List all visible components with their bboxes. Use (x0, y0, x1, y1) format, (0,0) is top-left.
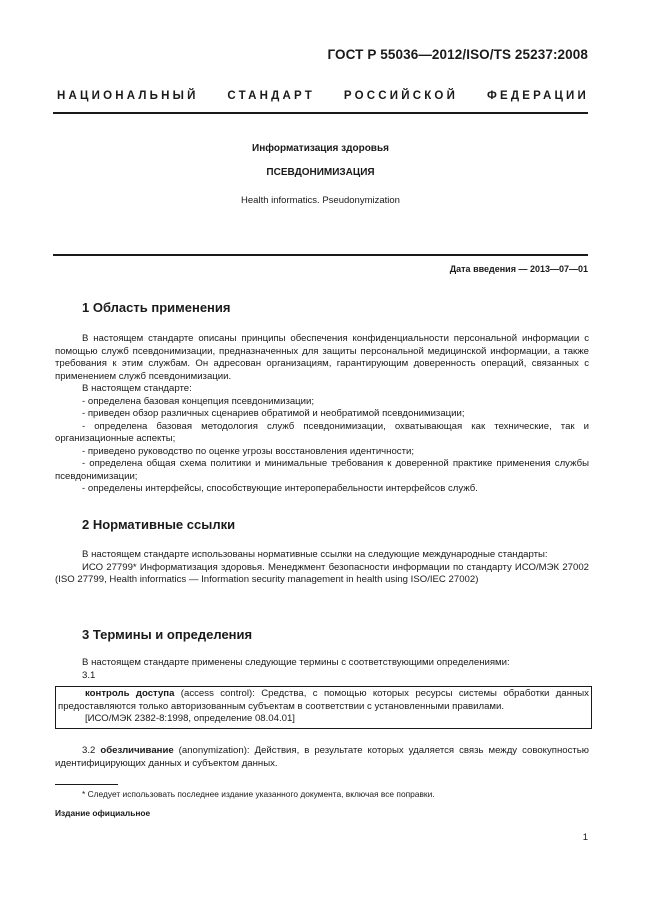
term-name: обезличивание (100, 745, 174, 756)
term-text: (anonymization): Действия, в результате которых удаляется связь между совокупностью идентифицирующих данных и субъектом данных. (55, 745, 589, 769)
term-number: 3.1 (82, 669, 96, 681)
list-item: - приведен обзор различных сценариев обратимой и необратимой псевдонимизации; (82, 408, 465, 419)
title-line-3: Health informatics. Pseudonymization (241, 195, 400, 206)
list-item: - определена базовая методология служб псевдонимизации, охватывающая как технические, так и организационные аспекты; (55, 420, 589, 444)
edition-label: Издание официальное (55, 808, 151, 818)
page-number: 1 (582, 832, 588, 843)
term-number: 3.2 (82, 745, 101, 756)
title-line-2: ПСЕВДОНИМИЗАЦИЯ (266, 167, 375, 178)
list-item: - определена общая схема политики и минимальные требования к доверенной практике применения службы псевдонимизации; (55, 458, 589, 482)
term-name: контроль доступа (85, 688, 175, 699)
term-box (55, 686, 592, 729)
section-3-intro (55, 657, 589, 682)
section-3-heading: 3 Термины и определения (82, 627, 253, 642)
standard-line: НАЦИОНАЛЬНЫЙ СТАНДАРТ РОССИЙСКОЙ ФЕДЕРАЦИИ (57, 90, 589, 102)
document-code: ГОСТ Р 55036—2012/ISO/TS 25237:2008 (327, 47, 588, 62)
section-1-body (55, 333, 589, 496)
title-rule (53, 254, 588, 256)
title-line-1: Информатизация здоровья (252, 143, 389, 154)
term-definition (58, 688, 589, 713)
section-2-body (55, 549, 589, 587)
term-definition (55, 745, 589, 770)
section-2-heading: 2 Нормативные ссылки (82, 517, 236, 532)
paragraph: В настоящем стандарте использованы нормативные ссылки на следующие международные стандарты: (82, 549, 548, 560)
paragraph: В настоящем стандарте описаны принципы обеспечения конфиденциальности персональной информации с помощью служб псевдонимизации, предназначенных для защиты персональной медицинской информации, а также требования к этим службам. Он адресован организациям, гарантирующим доверенность операций, связанных с применением служб псевдонимизации. (55, 333, 589, 382)
term-text: (access control): Средства, с помощью которых ресурсы системы обработки данных предоставляются только авторизованным субъектам в соответствии с установленными правилами. (58, 688, 589, 712)
paragraph: В настоящем стандарте: (82, 383, 192, 394)
top-rule (53, 112, 588, 114)
term-reference: [ИСО/МЭК 2382-8:1998, определение 08.04.01] (85, 713, 295, 724)
footnote-separator (55, 784, 118, 785)
footnote: * Следует использовать последнее издание указанного документа, включая все поправки. (82, 789, 435, 799)
paragraph: В настоящем стандарте применены следующие термины с соответствующими определениями: (82, 657, 510, 668)
intro-date: Дата введения — 2013—07—01 (449, 264, 588, 274)
paragraph: ИСО 27799* Информатизация здоровья. Менеджмент безопасности информации по стандарту ИСО/МЭК 27002 (ISO 27799, Health informatics — Information security management in health using ISO/IEC 27002) (55, 561, 589, 585)
list-item: - приведено руководство по оценке угрозы восстановления идентичности; (82, 445, 415, 457)
list-item: - определена базовая концепция псевдонимизации; (82, 395, 315, 407)
list-item: - определены интерфейсы, способствующие интероперабельности интерфейсов служб. (82, 483, 478, 494)
term-2 (55, 745, 589, 770)
section-1-heading: 1 Область применения (82, 300, 231, 315)
